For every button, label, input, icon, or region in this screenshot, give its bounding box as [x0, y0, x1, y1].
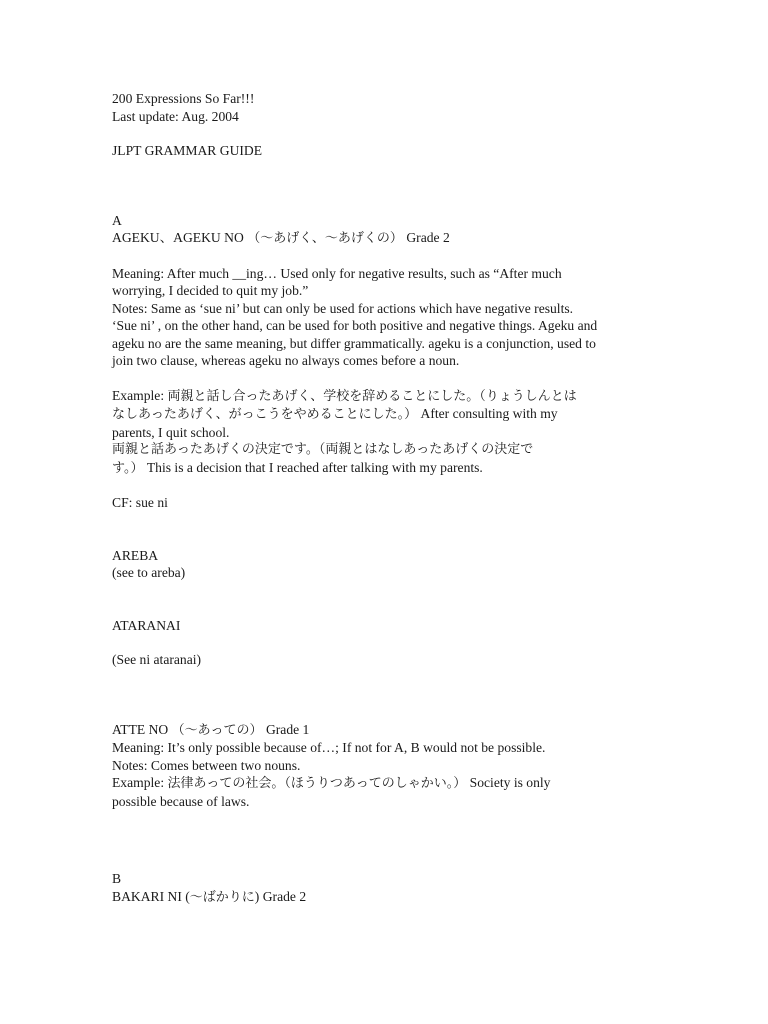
- spacer: [112, 477, 652, 494]
- spacer: [112, 634, 652, 651]
- ageku-example-1-japanese-cont: なしあったあげく、がっこうをやめることにした。）: [112, 407, 418, 422]
- ataranai-heading: ATARANAI: [112, 617, 181, 633]
- atte-no-example-japanese: 法律あっての社会。（ほうりつあってのしゃかい。）: [167, 776, 467, 791]
- section-letter-b: B: [112, 871, 122, 886]
- ageku-notes-line-4: join two clause, whereas ageku no always comes before a noun.: [112, 353, 460, 368]
- ageku-notes-line-2: ‘Sue ni’ , on the other hand, can be used for both positive and negative things. Ageku and: [112, 318, 598, 333]
- ageku-example-2-japanese: 両親と話あったあげくの決定です。（両親とはなしあったあげくの決定で: [112, 442, 534, 457]
- example-label: Example:: [112, 775, 168, 790]
- ageku-heading-romaji: AGEKU、AGEKU NO: [112, 230, 244, 245]
- spacer: [112, 582, 652, 617]
- ageku-example-1-translation: After consulting with my: [417, 406, 558, 421]
- bakari-ni-heading-romaji: BAKARI NI (: [112, 888, 190, 904]
- atte-no-example-translation: Society is only: [466, 775, 551, 790]
- spacer: [112, 810, 652, 870]
- example-label: Example:: [112, 387, 168, 403]
- ageku-notes-line-1: Notes: Same as ‘sue ni’ but can only be used for actions which have negative results.: [112, 300, 574, 316]
- atte-no-notes: Notes: Comes between two nouns.: [112, 757, 301, 773]
- atte-no-heading: [112, 721, 652, 740]
- spacer: [112, 669, 652, 721]
- ageku-example-1-line-1: [112, 387, 652, 406]
- bakari-ni-heading-kana: 〜ばかりに: [189, 889, 255, 905]
- ageku-heading: [112, 229, 652, 248]
- spacer: [112, 125, 652, 142]
- ageku-meaning-line-1: Meaning: After much __ing… Used only for negative results, such as “After much: [112, 265, 562, 281]
- ageku-example-1-japanese: 両親と話し合ったあげく、学校を辞めることにした。（りょうしんとは: [167, 388, 577, 404]
- spacer: [112, 160, 652, 212]
- guide-title: JLPT GRAMMAR GUIDE: [112, 143, 263, 158]
- ageku-meaning-line-2: worrying, I decided to quit my job.”: [112, 283, 309, 298]
- ageku-example-2-translation: This is a decision that I reached after talking with my parents.: [143, 459, 483, 475]
- spacer: [112, 248, 652, 265]
- areba-reference: (see to areba): [112, 565, 186, 580]
- bakari-ni-grade: ) Grade 2: [254, 888, 307, 904]
- ageku-example-2-line-2: [112, 459, 652, 478]
- document-page: [112, 90, 652, 906]
- bakari-ni-heading: [112, 888, 652, 907]
- doc-title-line: 200 Expressions So Far!!!: [112, 91, 255, 106]
- atte-no-example-line-1: [112, 774, 652, 793]
- ataranai-reference: (See ni ataranai): [112, 652, 202, 667]
- atte-no-heading-romaji: ATTE NO: [112, 721, 172, 737]
- ageku-grade: Grade 2: [406, 230, 450, 245]
- spacer: [112, 512, 652, 547]
- atte-no-example-translation-cont: possible because of laws.: [112, 793, 250, 809]
- section-letter-a: A: [112, 212, 122, 228]
- ageku-example-1-translation-cont: parents, I quit school.: [112, 424, 230, 440]
- ageku-notes-line-3: ageku no are the same meaning, but differ grammatically. ageku is a conjunction, used to: [112, 335, 596, 351]
- spacer: [112, 370, 652, 387]
- ageku-example-1-line-2: [112, 405, 652, 424]
- ageku-heading-kana: （〜あげく、〜あげくの）: [247, 231, 403, 246]
- atte-no-heading-kana: （〜あっての）: [171, 722, 263, 738]
- areba-heading: AREBA: [112, 547, 159, 563]
- ageku-example-2-japanese-cont: す。）: [112, 460, 144, 476]
- atte-no-meaning: Meaning: It’s only possible because of…; If not for A, B would not be possible.: [112, 740, 546, 755]
- last-update-line: Last update: Aug. 2004: [112, 108, 239, 124]
- ageku-cf: CF: sue ni: [112, 495, 168, 510]
- atte-no-grade: Grade 1: [265, 721, 310, 737]
